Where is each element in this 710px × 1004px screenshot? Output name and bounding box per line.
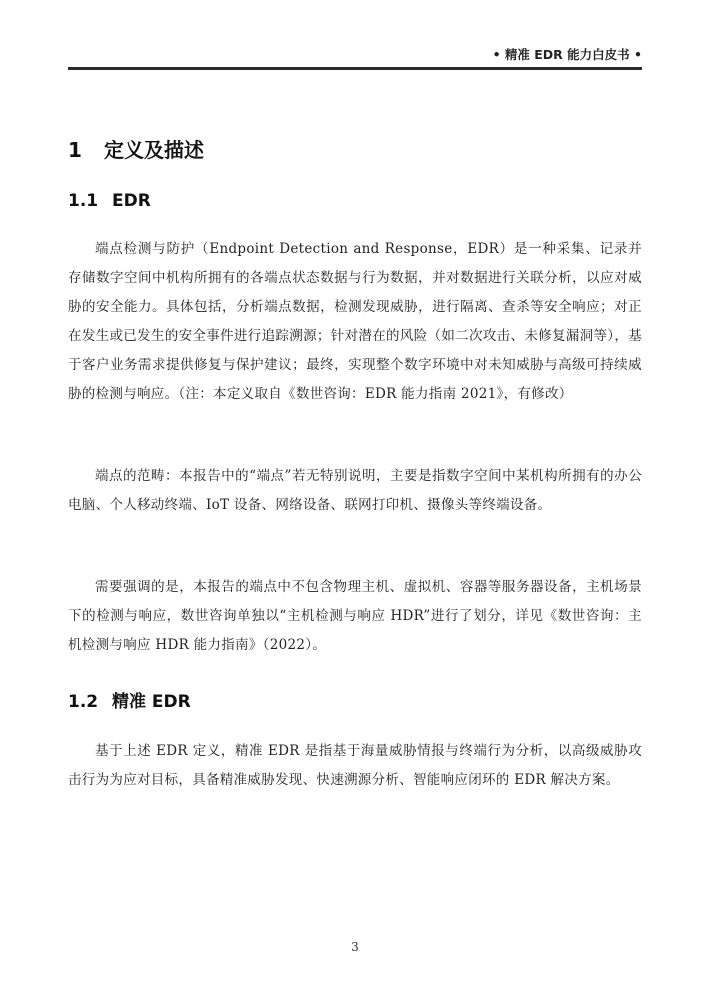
paragraph-endpoint-scope: 端点的范畴：本报告中的“端点”若无特别说明，主要是指数字空间中某机构所拥有的办公电脑、个人移动终端、IoT 设备、网络设备、联网打印机、摄像头等终端设备。 xyxy=(68,468,642,513)
section-title: EDR xyxy=(112,191,151,211)
chapter-number: 1 xyxy=(68,138,82,162)
section-number: 1.2 xyxy=(68,692,99,712)
section-heading-1-1 xyxy=(68,191,151,211)
chapter-title: 定义及描述 xyxy=(104,138,204,162)
section-title: 精准 EDR xyxy=(112,692,191,712)
paragraph-emphasis: 需要强调的是，本报告的端点中不包含物理主机、虚拟机、容器等服务器设备，主机场景下的检测与响应，数世咨询单独以“主机检测与响应 HDR”进行了划分，详见《数世咨询：主机检测与响应 HDR 能力指南》（2022）。 xyxy=(68,579,642,653)
section-number: 1.1 xyxy=(68,191,99,211)
section-heading-1-2 xyxy=(68,687,191,712)
page-number: 3 xyxy=(351,940,359,954)
running-header-title: • 精准 EDR 能力白皮书 • xyxy=(492,47,642,62)
paragraph-precise-edr: 基于上述 EDR 定义，精准 EDR 是指基于海量威胁情报与终端行为分析，以高级威胁攻击行为为应对目标，具备精准威胁发现、快速溯源分析、智能响应闭环的 EDR 解决方案。 xyxy=(68,743,642,788)
header-divider xyxy=(68,67,642,70)
paragraph-edr-definition: 端点检测与防护（Endpoint Detection and Response，EDR）是一种采集、记录并存储数字空间中机构所拥有的各端点状态数据与行为数据，并对数据进行关联分析，以应对威胁的安全能力。具体包括，分析端点数据，检测发现威胁，进行隔离、查杀等安全响应；对正在发生或已发生的安全事件进行追踪溯源；针对潜在的风险（如二次攻击、未修复漏洞等），基于客户业务需求提供修复与保护建议；最终，实现整个数字环境中对未知威胁与高级可持续威胁的检测与响应。（注：本定义取自《数世咨询：EDR 能力指南 2021》，有修改） xyxy=(68,241,642,402)
chapter-heading xyxy=(68,134,204,163)
